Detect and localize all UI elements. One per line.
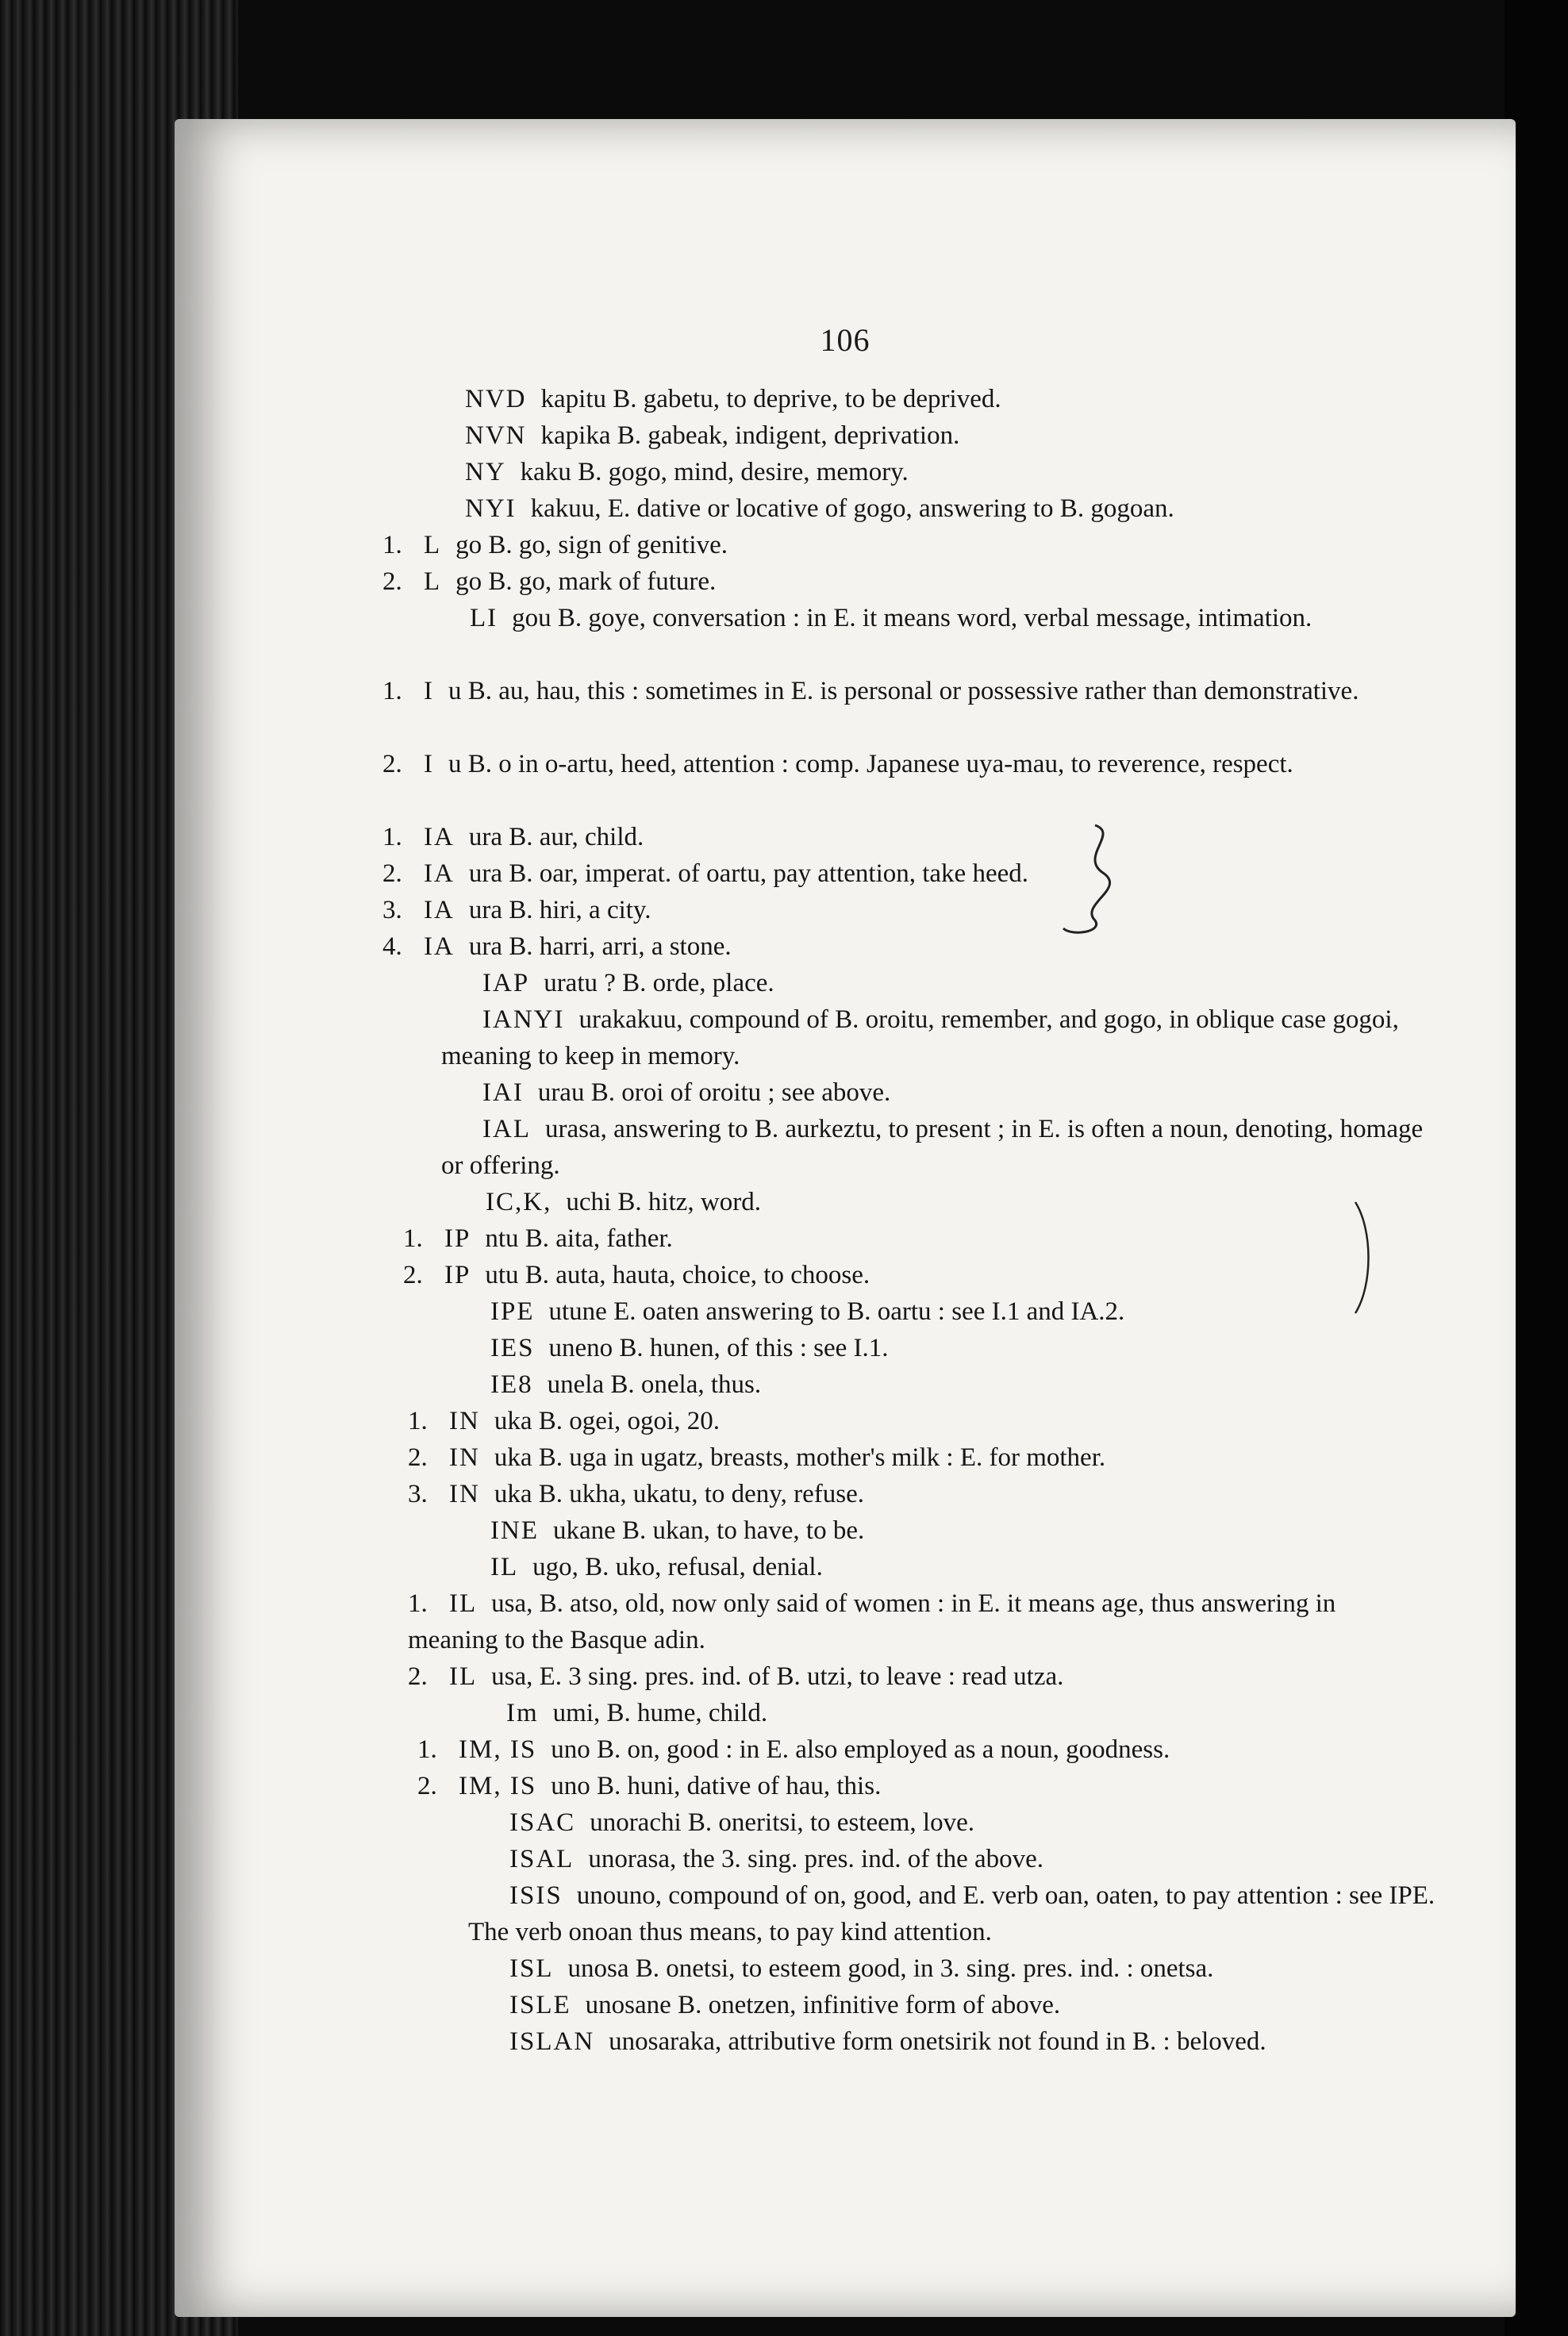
entry-headword: NVN	[465, 421, 527, 450]
entry-headword: IE8	[490, 1370, 533, 1399]
entry-headword: ISL	[509, 1954, 554, 1983]
entry-number: 3.	[408, 1480, 428, 1508]
entry-headword: NVD	[465, 385, 527, 413]
entry-headword: IL	[449, 1662, 478, 1691]
entry-definition: u B. au, hau, this : sometimes in E. is personal or possessive rather than demonstrative.	[448, 677, 1359, 705]
entry	[441, 1074, 890, 1111]
entry	[408, 1403, 720, 1439]
entry-definition: go B. go, sign of genitive.	[455, 531, 728, 559]
entry-headword: IN	[449, 1407, 480, 1435]
entry	[441, 965, 774, 1001]
entry-headword: IAL	[482, 1115, 531, 1143]
entry-definition: u B. o in o-artu, heed, attention : comp. Japanese uya-mau, to reverence, respect.	[448, 750, 1293, 778]
entry-number: 3.	[382, 896, 402, 924]
entry-definition: unorachi B. oneritsi, to esteem, love.	[590, 1808, 974, 1837]
entry-definition: uka B. uga in ugatz, breasts, mother's milk : E. for mother.	[494, 1443, 1106, 1472]
entry	[449, 1549, 823, 1585]
entry-definition: uka B. ukha, ukatu, to deny, refuse.	[494, 1480, 864, 1508]
entry-headword: IANYI	[482, 1005, 565, 1034]
entry-number: 2.	[382, 567, 402, 596]
entry	[417, 1731, 1170, 1768]
scanned-page	[175, 119, 1516, 2317]
entry	[444, 1184, 761, 1220]
entry-headword: IN	[449, 1480, 480, 1508]
entry	[441, 1111, 1425, 1184]
entry	[403, 1257, 870, 1293]
entry-number: 4.	[382, 932, 402, 961]
entry-definition: uka B. ogei, ogoi, 20.	[494, 1407, 720, 1435]
entry-definition: utu B. auta, hauta, choice, to choose.	[485, 1261, 870, 1289]
entry-definition: umi, B. hume, child.	[552, 1699, 768, 1727]
entry-number: 2.	[382, 750, 402, 778]
entry	[468, 1877, 1436, 1950]
bracket-mark-icon	[1349, 1198, 1381, 1317]
entry	[449, 1512, 864, 1549]
entry-headword: Im	[506, 1699, 539, 1727]
entry-headword: IA	[424, 932, 455, 961]
entry-headword: I	[424, 677, 434, 705]
entry-headword: IL	[490, 1553, 519, 1581]
entry	[382, 673, 1414, 709]
entry-definition: ugo, B. uko, refusal, denial.	[532, 1553, 823, 1581]
entry	[424, 454, 909, 490]
entry-definition: usa, E. 3 sing. pres. ind. of B. utzi, to leave : read utza.	[491, 1662, 1064, 1691]
entry	[441, 1001, 1425, 1074]
entry	[382, 527, 728, 563]
entry	[408, 1658, 1063, 1695]
entry-number: 2.	[408, 1662, 428, 1691]
entry-definition: unosaraka, attributive form onetsirik not found in B. : beloved.	[609, 2027, 1266, 2056]
entry-number: 1.	[417, 1735, 437, 1764]
entry	[408, 1585, 1432, 1658]
entry-headword: INE	[490, 1516, 539, 1545]
entry-definition: utune E. oaten answering to B. oartu : see I.1 and IA.2.	[548, 1297, 1125, 1326]
entry-number: 1.	[382, 677, 402, 705]
entry-definition: kapitu B. gabetu, to deprive, to be deprived.	[540, 385, 1001, 413]
entry-definition: ura B. hiri, a city.	[468, 896, 651, 924]
entry-definition: ura B. aur, child.	[468, 823, 644, 851]
entry	[465, 1695, 767, 1731]
entry	[408, 1476, 864, 1512]
entry	[449, 1293, 1124, 1330]
entry-headword: IA	[424, 896, 455, 924]
entry-definition: unosane B. onetzen, infinitive form of above.	[585, 1991, 1061, 2019]
entry-definition: gou B. goye, conversation : in E. it means word, verbal message, intimation.	[512, 604, 1312, 632]
entry-definition: kapika B. gabeak, indigent, deprivation.	[540, 421, 960, 450]
entry-number: 2.	[382, 859, 402, 888]
entry-definition: go B. go, mark of future.	[455, 567, 717, 596]
entry-headword: ISLAN	[509, 2027, 595, 2056]
entry	[382, 855, 1028, 892]
entry-headword: NY	[465, 458, 506, 486]
entry	[424, 417, 959, 454]
entry-definition: unouno, compound of on, good, and E. verb oan, oaten, to pay attention : see IPE. The verb onoan thus means, to pay kind attention.	[468, 1881, 1435, 1946]
entry-number: 1.	[408, 1589, 428, 1618]
page-number: 106	[820, 322, 870, 358]
entry-headword: IPE	[490, 1297, 535, 1326]
entry	[382, 892, 651, 928]
entry	[403, 1220, 673, 1257]
entry-number: 2.	[417, 1772, 437, 1800]
entry-number: 1.	[382, 531, 402, 559]
entry-headword: IES	[490, 1334, 535, 1362]
entry-definition: kakuu, E. dative or locative of gogo, answering to B. gogoan.	[530, 494, 1174, 523]
entry-headword: IAP	[482, 969, 530, 997]
entry	[449, 1330, 889, 1366]
entry	[424, 490, 1174, 527]
entry-definition: uno B. on, good : in E. also employed as a noun, goodness.	[551, 1735, 1170, 1764]
entry-definition: unorasa, the 3. sing. pres. ind. of the above.	[588, 1845, 1044, 1873]
entry	[468, 2023, 1266, 2060]
entry-definition: uneno B. hunen, of this : see I.1.	[548, 1334, 889, 1362]
entry	[382, 563, 716, 600]
entry-headword: IA	[424, 823, 455, 851]
entry-headword: IN	[449, 1443, 480, 1472]
entry	[468, 1841, 1043, 1877]
entry	[382, 928, 732, 965]
entry-number: 2.	[403, 1261, 423, 1289]
entry-definition: usa, B. atso, old, now only said of women : in E. it means age, thus answering in meaning to the Basque adin.	[408, 1589, 1336, 1654]
entry-definition: unosa B. onetsi, to esteem good, in 3. sing. pres. ind. : onetsa.	[567, 1954, 1214, 1983]
entry-definition: kaku B. gogo, mind, desire, memory.	[520, 458, 909, 486]
entry-definition: urasa, answering to B. aurkeztu, to present ; in E. is often a noun, denoting, homage or offering.	[441, 1115, 1424, 1180]
entry-definition: ura B. oar, imperat. of oartu, pay attention, take heed.	[468, 859, 1028, 888]
entry	[424, 381, 1001, 417]
entry-number: 2.	[408, 1443, 428, 1472]
entry	[408, 1439, 1105, 1476]
entry-headword: ISAL	[509, 1845, 575, 1873]
entry-headword: IC,K,	[486, 1188, 552, 1216]
entry	[468, 1950, 1213, 1987]
entry-headword: ISLE	[509, 1991, 571, 2019]
entry-headword: IL	[449, 1589, 478, 1618]
entry	[382, 819, 644, 855]
entry-headword: LI	[470, 604, 498, 632]
entry-definition: urau B. oroi of oroitu ; see above.	[537, 1078, 891, 1107]
entry-number: 1.	[408, 1407, 428, 1435]
entry-headword: ISAC	[509, 1808, 576, 1837]
entry-headword: IAI	[482, 1078, 524, 1107]
entry-headword: ISIS	[509, 1881, 563, 1910]
entry-headword: IA	[424, 859, 455, 888]
entry-definition: unela B. onela, thus.	[547, 1370, 762, 1399]
entry-definition: uchi B. hitz, word.	[566, 1188, 761, 1216]
entry-headword: IM, IS	[459, 1772, 537, 1800]
entry-definition: ukane B. ukan, to have, to be.	[552, 1516, 865, 1545]
entry-headword: L	[424, 531, 442, 559]
entry	[468, 1804, 974, 1841]
entry	[417, 1768, 881, 1804]
entry-definition: ntu B. aita, father.	[485, 1224, 673, 1253]
entry-definition: uno B. huni, dative of hau, this.	[551, 1772, 882, 1800]
entry	[429, 600, 1405, 636]
entry-number: 1.	[403, 1224, 423, 1253]
entry	[382, 746, 1414, 782]
entry-number: 1.	[382, 823, 402, 851]
entry-definition: uratu ? B. orde, place.	[544, 969, 774, 997]
pencil-mark-icon	[1047, 817, 1159, 952]
entry-definition: ura B. harri, arri, a stone.	[468, 932, 732, 961]
entry	[468, 1987, 1060, 2023]
entry-headword: IP	[444, 1261, 471, 1289]
entry-definition: urakakuu, compound of B. oroitu, remember, and gogo, in oblique case gogoi, meaning to keep in memory.	[441, 1005, 1399, 1070]
entry-headword: IM, IS	[459, 1735, 537, 1764]
entry-headword: L	[424, 567, 442, 596]
entry	[449, 1366, 761, 1403]
entry-headword: IP	[444, 1224, 471, 1253]
entry-headword: NYI	[465, 494, 517, 523]
entry-headword: I	[424, 750, 434, 778]
